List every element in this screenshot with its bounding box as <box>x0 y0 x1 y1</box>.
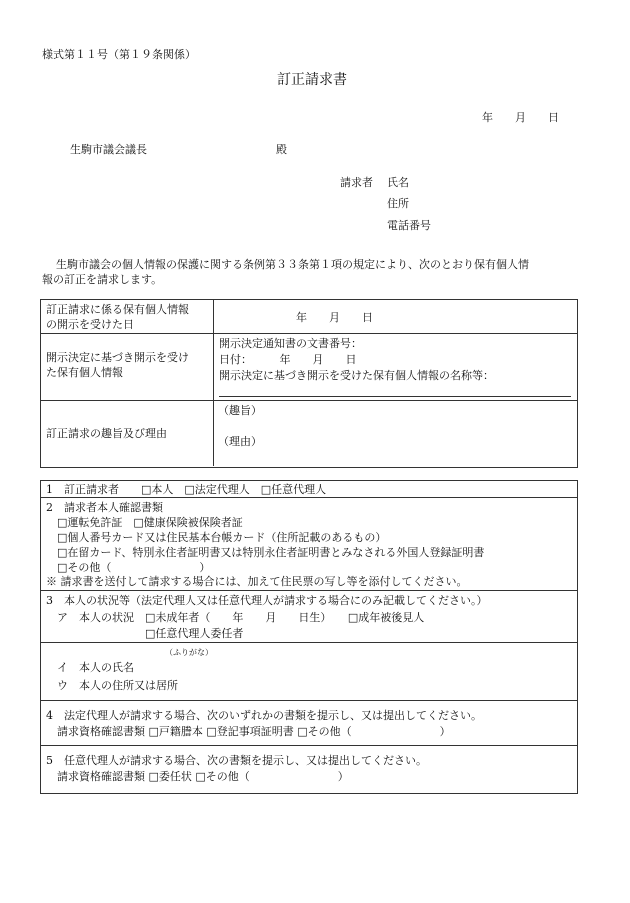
table2-divider-4 <box>40 700 577 701</box>
section4-documents: 請求資格確認書類 □戸籍謄本 □登記事項証明書 □その他（ ） <box>46 725 451 738</box>
requester-phone-label: 電話番号 <box>387 219 431 232</box>
disclosed-info-underline <box>219 396 571 397</box>
section3-status-line2: □任意代理人委任者 <box>46 627 244 640</box>
section2-heading: 2 請求者本人確認書類 <box>46 501 163 514</box>
notice-doc-number: 開示決定通知書の文書番号： <box>219 337 362 350</box>
section2-id-option-1: □運転免許証 □健康保険被保険者証 <box>46 516 243 529</box>
intro-line-1: 生駒市議会の個人情報の保護に関する条例第３３条第１項の規定により、次のとおり保有個人情 <box>56 258 529 271</box>
section4-heading: 4 法定代理人が請求する場合、次のいずれかの書類を提示し、又は提出してください。 <box>46 709 482 722</box>
section5-documents: 請求資格確認書類 □委任状 □その他（ ） <box>46 770 349 783</box>
disclosure-date-value: 年 月 日 <box>296 311 373 324</box>
table2-divider-1 <box>40 497 577 498</box>
intro-line-2: 報の訂正を請求します。 <box>42 273 163 286</box>
page-title: 訂正請求書 <box>277 72 347 88</box>
correction-reason: （理由） <box>218 435 262 448</box>
requester-address-label: 住所 <box>387 197 409 210</box>
addressee: 生駒市議会議長 <box>70 143 147 156</box>
disclosure-date-label-line2: の開示を受けた日 <box>46 318 134 331</box>
correction-gist: （趣旨） <box>218 404 262 417</box>
table1-divider <box>213 299 214 466</box>
form-number: 様式第１１号（第１９条関係） <box>42 48 196 61</box>
section2-id-option-other: □その他（ ） <box>46 561 211 574</box>
section3-person-name: イ 本人の氏名 <box>46 661 134 674</box>
section3-heading: 3 本人の状況等（法定代理人又は任意代理人が請求する場合にのみ記載してください。） <box>46 594 488 607</box>
section2-id-option-2: □個人番号カード又は住民基本台帳カード（住所記載のあるもの） <box>46 531 387 544</box>
table1-row-divider-2 <box>40 400 577 401</box>
requester-name-label: 氏名 <box>387 176 409 189</box>
honorific: 殿 <box>276 143 287 156</box>
table1-row-divider-1 <box>40 333 577 334</box>
section3-person-address: ウ 本人の住所又は居所 <box>46 679 178 692</box>
section2-id-option-3: □在留カード、特別永住者証明書又は特別永住者証明書とみなされる外国人登録証明書 <box>46 546 485 559</box>
table2-divider-3 <box>40 642 577 643</box>
disclosed-info-label-line1: 開示決定に基づき開示を受け <box>46 351 189 364</box>
disclosed-info-name: 開示決定に基づき開示を受けた保有個人情報の名称等： <box>219 369 494 382</box>
section3-status-line1: ア 本人の状況 □未成年者（ 年 月 日生） □成年被後見人 <box>46 611 425 624</box>
section2-note: ※ 請求書を送付して請求する場合には、加えて住民票の写し等を添付してください。 <box>46 575 468 588</box>
disclosure-date-label-line1: 訂正請求に係る保有個人情報 <box>46 303 189 316</box>
section1-requester-type: 1 訂正請求者 □本人 □法定代理人 □任意代理人 <box>46 483 327 496</box>
date-line: 年 月 日 <box>482 111 559 124</box>
disclosed-info-label-line2: た保有個人情報 <box>46 366 123 379</box>
correction-gist-reason-label: 訂正請求の趣旨及び理由 <box>46 427 167 440</box>
section5-heading: 5 任意代理人が請求する場合、次の書類を提示し、又は提出してください。 <box>46 754 427 767</box>
table2-divider-2 <box>40 590 577 591</box>
furigana-label: （ふりがな） <box>165 648 213 657</box>
notice-date: 日付： 年 月 日 <box>219 353 357 366</box>
requester-label: 請求者 <box>340 176 373 189</box>
table2-divider-5 <box>40 745 577 746</box>
